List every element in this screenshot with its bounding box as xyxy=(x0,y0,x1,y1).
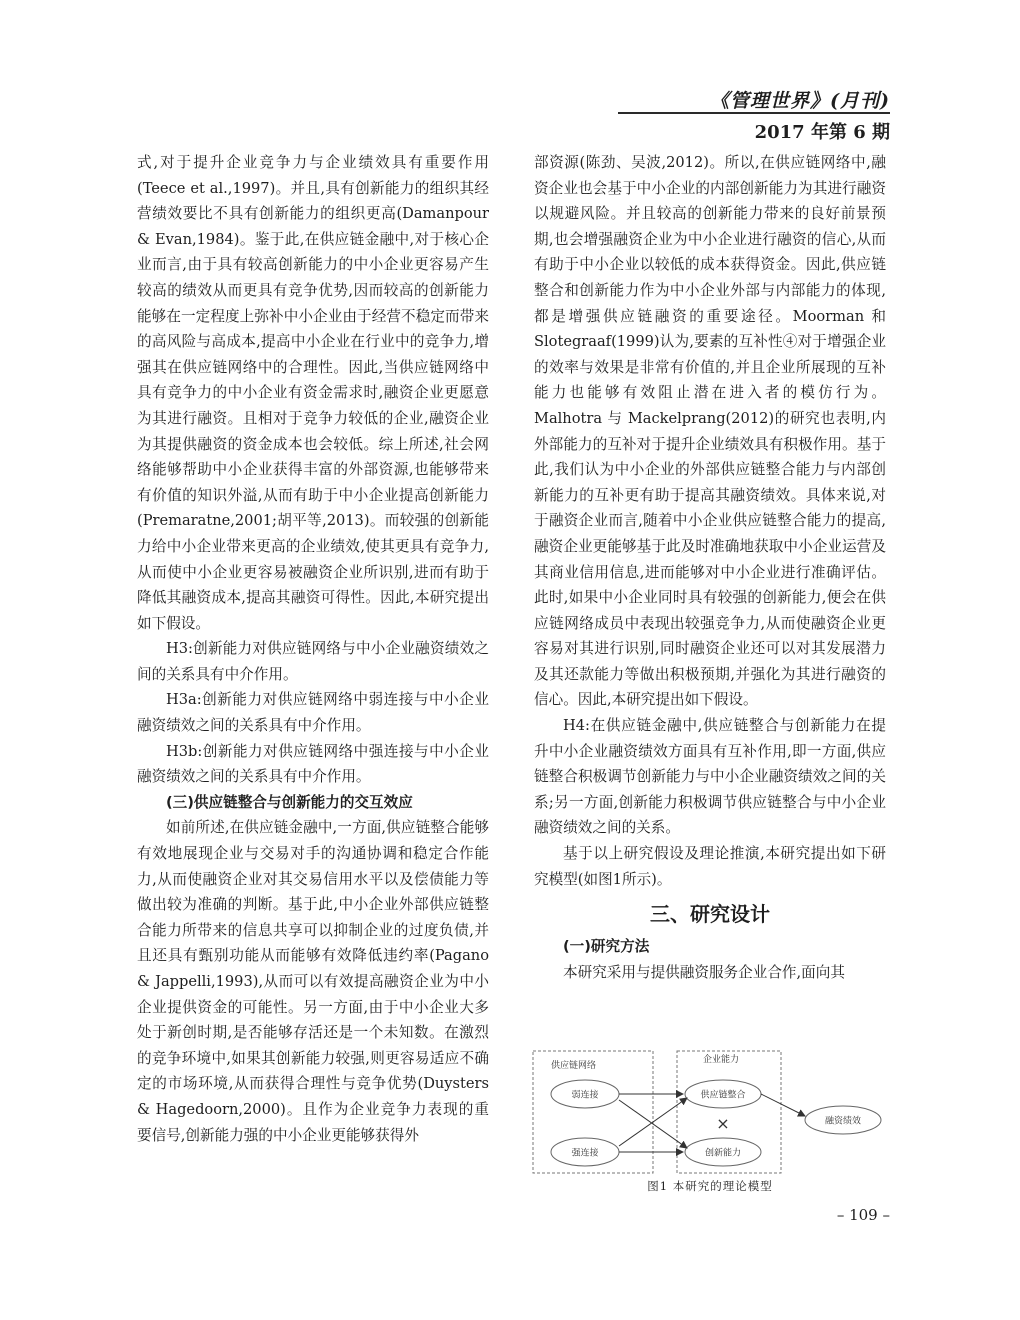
node-label: 创新能力 xyxy=(704,1148,742,1159)
subsection-heading: (一)研究方法 xyxy=(563,938,650,956)
path-arrow xyxy=(761,1094,805,1116)
node-label: 融资绩效 xyxy=(824,1116,862,1127)
group-label: 供应链网络 xyxy=(551,1061,597,1071)
paragraph: 如前所述,在供应链金融中,一方面,供应链整合能够有效地展现企业与交易对手的沟通协调和稳定合作能力,从而使融资企业对其交易信用水平以及偿债能力等做出较为准确的判断。基于此,中小企业外部供应链整合能力所带来的信息共享可以抑制企业的过度负债,并且还具有甄别功能从而能够有效降低违约率(Pagano & Jappelli,1993),从而可以有效提高融资企业为中小企业提供资金的可能性。另一方面,由于中小企业大多处于新创时期,是否能够存活还是一个未知数。在激烈的竞争环境中,如果其创新能力较强,则更容易适应不确定的市场环境,从而获得合理性与竞争优势(Duysters & Hagedoorn,2000)。且作为企业竞争力表现的重要信号,创新能力强的中小企业更能够获得外 xyxy=(137,819,489,1144)
page-number: – 109 – xyxy=(836,1206,890,1224)
hypothesis-h4: H4:在供应链金融中,供应链整合与创新能力在提升中小企业融资绩效方面具有互补作用,即一方面,供应链整合积极调节创新能力与中小企业融资绩效之间的关系;另一方面,创新能力积极调节供应链整合与中小企业融资绩效之间的关系。 xyxy=(534,717,886,837)
interaction-symbol: × xyxy=(716,1114,730,1133)
research-model-figure xyxy=(531,1048,889,1196)
right-column xyxy=(534,150,886,985)
header-rule xyxy=(618,112,890,114)
group-label: 企业能力 xyxy=(703,1055,740,1065)
node-label: 强连接 xyxy=(571,1148,599,1159)
journal-title: 《管理世界》(月刊) xyxy=(710,90,890,112)
paragraph: 基于以上研究假设及理论推演,本研究提出如下研究模型(如图1所示)。 xyxy=(534,845,886,888)
node-label: 供应链整合 xyxy=(700,1090,746,1101)
hypothesis-h3: H3:创新能力对供应链网络与中小企业融资绩效之间的关系具有中介作用。 xyxy=(137,640,489,683)
node-label: 弱连接 xyxy=(571,1090,599,1101)
hypothesis-h3a: H3a:创新能力对供应链网络中弱连接与中小企业融资绩效之间的关系具有中介作用。 xyxy=(137,691,489,735)
subsection-heading: (三)供应链整合与创新能力的交互效应 xyxy=(166,793,413,811)
paragraph: 本研究采用与提供融资服务企业合作,面向其 xyxy=(563,963,845,981)
paragraph: 部资源(陈劲、吴波,2012)。所以,在供应链网络中,融资企业也会基于中小企业的内部创新能力为其进行融资以规避风险。并且较高的创新能力带来的良好前景预期,也会增强融资企业为中小企业进行融资的信心,从而有助于中小企业以较低的成本获得资金。因此,供应链整合和创新能力作为中小企业外部与内部能力的体现,都是增强供应链融资的重要途径。Moorman 和 Slotegraaf(1999)认为,要素的互补性④对于增强企业的效率与效果是非常有价值的,并且企业所展现的互补能力也能够有效阻止潜在进入者的模仿行为。Malhotra 与 Mackelprang(2012)的研究也表明,内外部能力的互补对于提升企业绩效具有积极作用。基于此,我们认为中小企业的外部供应链整合能力与内部创新能力的互补更有助于提高其融资绩效。具体来说,对于融资企业而言,随着中小企业供应链整合能力的提高,融资企业更能够基于此及时准确地获取中小企业运营及其商业信用信息,进而能够对中小企业进行准确评估。此时,如果中小企业同时具有较强的创新能力,便会在供应链网络成员中表现出较强竞争力,从而使融资企业更容易对其进行识别,同时融资企业还可以对其发展潜力及其还款能力等做出积极预期,并强化为其进行融资的信心。因此,本研究提出如下假设。 xyxy=(534,154,886,709)
section-heading: 三、研究设计 xyxy=(650,902,770,927)
figure-caption: 图1 本研究的理论模型 xyxy=(647,1179,773,1193)
left-column xyxy=(137,150,489,1148)
issue-label: 2017 年第 6 期 xyxy=(754,122,890,143)
paragraph: 式,对于提升企业竞争力与企业绩效具有重要作用(Teece et al.,1997)。并且,具有创新能力的组织其经营绩效要比不具有创新能力的组织更高(Damanpour & Evan,1984)。鉴于此,在供应链金融中,对于核心企业而言,由于具有较高创新能力的中小企业更容易产生较高的绩效从而更具有竞争优势,因而较高的创新能力能够在一定程度上弥补中小企业由于经营不稳定而带来的高风险与高成本,提高中小企业在行业中的竞争力,增强其在供应链网络中的合理性。因此,当供应链网络中具有竞争力的中小企业有资金需求时,融资企业更愿意为其进行融资。且相对于竞争力较低的企业,融资企业为其提供融资的资金成本也会较低。综上所述,社会网络能够帮助中小企业获得丰富的外部资源,也能够带来有价值的知识外溢,从而有助于中小企业提高创新能力(Premaratne,2001;胡平等,2013)。而较强的创新能力给中小企业带来更高的企业绩效,使其更具有竞争力,从而使中小企业更容易被融资企业所识别,进而有助于降低其融资成本,提高其融资可得性。因此,本研究提出如下假设。 xyxy=(137,154,489,632)
hypothesis-h3b: H3b:创新能力对供应链网络中强连接与中小企业融资绩效之间的关系具有中介作用。 xyxy=(137,742,489,786)
